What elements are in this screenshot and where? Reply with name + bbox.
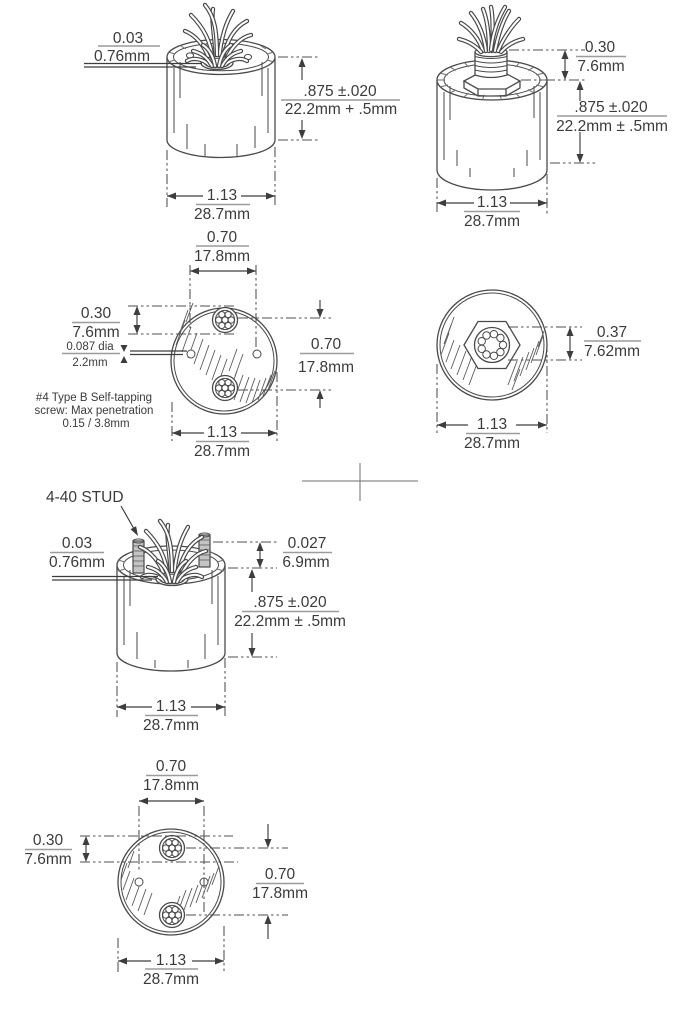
dim-height — [550, 81, 668, 163]
view-face-screw-holes — [35, 229, 354, 460]
dim-value-in: 1.13 — [155, 698, 187, 715]
dim-height — [228, 569, 346, 657]
dim-value-in: 0.70 — [264, 866, 296, 883]
note-line-3: 0.15 / 3.8mm — [62, 418, 130, 430]
wire-hole — [213, 376, 238, 401]
dim-value-in: 0.70 — [206, 229, 238, 246]
dim-value-in: 0.70 — [155, 758, 187, 775]
registration-cross — [302, 463, 418, 501]
dim-value-mm: 6.9mm — [282, 554, 330, 571]
screw-hole — [187, 350, 195, 358]
dim-width — [117, 658, 225, 734]
dim-value-in: .875 ±.020 — [574, 99, 648, 116]
view-cylinder-studs — [46, 489, 346, 734]
stud — [133, 539, 144, 573]
wire-hole — [213, 308, 238, 333]
dim-value-in: 0.30 — [80, 305, 112, 322]
dim-value-mm: 22.2mm ± .5mm — [556, 118, 668, 135]
dim-value-mm: 22.2mm + .5mm — [284, 101, 398, 118]
dim-value-in: 1.13 — [476, 416, 508, 433]
dim-value-in: 0.70 — [310, 336, 342, 353]
dim-value-in: 0.027 — [287, 535, 327, 552]
wire-bundle — [185, 5, 251, 70]
dim-value-mm: 28.7mm — [194, 443, 250, 460]
dim-value-mm: 17.8mm — [252, 885, 308, 902]
dim-value-mm: 22.2mm ± .5mm — [234, 613, 346, 630]
note-line-1: #4 Type B Self-tapping — [35, 392, 153, 404]
dim-width — [167, 147, 275, 223]
screw-note — [35, 392, 154, 430]
dim-value-mm: 7.62mm — [584, 343, 640, 360]
dim-value-in: 1.13 — [155, 952, 187, 969]
wire-bundle — [140, 521, 206, 586]
dim-value-mm: 28.7mm — [464, 213, 520, 230]
dim-value-in: .875 ±.020 — [253, 594, 327, 611]
dim-value-mm: 28.7mm — [464, 435, 520, 452]
dim-value-mm: 7.6mm — [24, 851, 72, 868]
dim-height — [278, 57, 400, 140]
dim-value-mm: 28.7mm — [143, 717, 199, 734]
view-face-hex-nut — [437, 290, 641, 452]
dim-value-in: 0.30 — [32, 832, 64, 849]
dim-value-in: 1.13 — [206, 187, 238, 204]
dim-value-mm: 17.8mm — [194, 248, 250, 265]
dim-value-mm: 2.2mm — [72, 357, 108, 369]
dim-value-mm: 17.8mm — [143, 777, 199, 794]
dim-value-mm: 0.76mm — [49, 554, 105, 571]
dim-width — [437, 174, 547, 230]
dim-value-mm: 0.76mm — [94, 48, 150, 65]
screw-hole — [135, 878, 143, 886]
dim-value-mm: 28.7mm — [194, 206, 250, 223]
stud-label: 4-40 STUD — [46, 489, 124, 506]
screw-hole — [253, 350, 261, 358]
dim-value-in: 0.30 — [584, 39, 616, 56]
stud-hole — [160, 903, 185, 928]
wire-bundle — [459, 7, 523, 52]
dim-hole-diameter — [62, 341, 187, 369]
dim-value-mm: 7.6mm — [577, 58, 625, 75]
stud-hole — [160, 836, 185, 861]
dim-value-in: 0.087 dia — [66, 341, 114, 353]
view-cylinder-bushing — [437, 7, 668, 230]
dim-value-mm: 28.7mm — [143, 971, 199, 988]
stud-leader-line — [121, 506, 134, 528]
view-cylinder-wire-exit — [84, 5, 400, 223]
dim-value-mm: 17.8mm — [298, 359, 354, 376]
dim-value-in: 0.03 — [61, 535, 93, 552]
dim-value-in: 1.13 — [476, 194, 508, 211]
dim-value-in: .875 ±.020 — [303, 83, 377, 100]
dim-value-in: 0.03 — [112, 30, 144, 47]
note-line-2: screw: Max penetration — [34, 405, 154, 417]
dim-value-in: 0.37 — [596, 324, 628, 341]
dim-value-mm: 7.6mm — [72, 324, 120, 341]
dim-stud-height — [213, 535, 332, 571]
view-face-studs — [24, 758, 308, 988]
dim-value-in: 1.13 — [206, 424, 238, 441]
